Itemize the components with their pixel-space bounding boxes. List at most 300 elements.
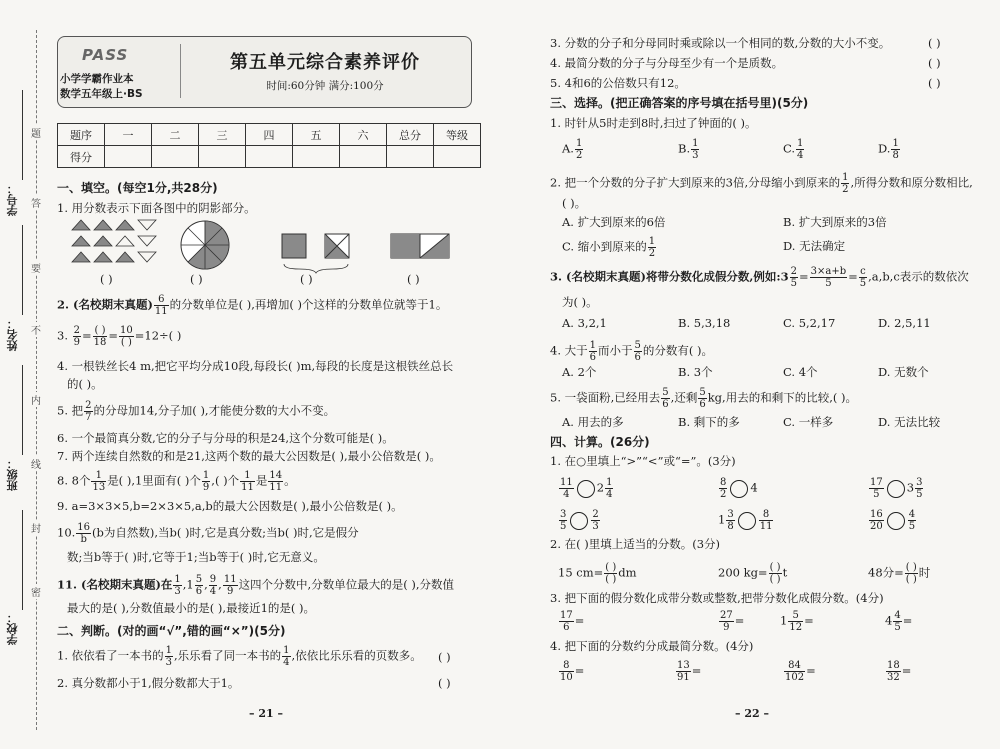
numerator: 3 <box>560 509 567 520</box>
choice-option[interactable] <box>678 138 700 161</box>
choice-2 <box>550 172 973 195</box>
choice-option[interactable]: D. 无法比较 <box>878 415 941 429</box>
denominator: 91 <box>677 672 690 683</box>
denominator: 4 <box>283 657 290 668</box>
fraction[interactable] <box>93 325 108 348</box>
denominator: 8 <box>892 150 899 161</box>
table-cell: 四 <box>246 124 293 146</box>
choice-3-line2: 为( )。 <box>562 295 598 309</box>
book-series: 小学学霸作业本 <box>60 73 134 85</box>
score-cell[interactable] <box>387 146 434 168</box>
equals: = <box>82 328 92 343</box>
denominator: 3 <box>174 586 181 597</box>
compare-item <box>868 477 924 500</box>
choice-option[interactable]: A. 3,2,1 <box>562 316 607 330</box>
question-text: =12÷( ) <box>134 328 182 343</box>
option-label: B. <box>678 141 691 156</box>
denominator: 102 <box>785 672 805 683</box>
question-2 <box>57 294 447 317</box>
numerator: 1 <box>575 138 583 149</box>
denominator: 6 <box>195 586 203 597</box>
denominator: 9 <box>202 482 210 493</box>
answer-fraction[interactable] <box>604 562 617 585</box>
book-info <box>60 72 143 102</box>
question-11: 11. (名校期末真题)在 $\frac{1}{3}$ ,1 $\frac{5}{6}$ , $\frac{9}{4}$ , $\frac{11}{9}$ 这四个分数中,分数单位最大的是( ),分数值 <box>57 574 455 597</box>
fraction[interactable] <box>119 325 134 348</box>
fraction <box>268 470 283 493</box>
fraction <box>726 509 734 532</box>
denominator: ( ) <box>769 574 781 585</box>
answer-blank[interactable]: ( ) <box>300 272 313 286</box>
equals: = <box>574 663 585 678</box>
fraction <box>559 660 574 683</box>
choice-option[interactable]: A. 扩大到原来的6倍 <box>562 215 666 229</box>
choice-option[interactable]: C. 4个 <box>783 365 818 379</box>
fraction <box>209 574 217 597</box>
question-text: 而小于 <box>598 343 633 358</box>
choice-option[interactable] <box>783 138 805 161</box>
numerator: 9 <box>209 574 217 585</box>
unit-convert-item <box>718 562 787 585</box>
equals: = <box>574 613 585 628</box>
answer-blank[interactable]: ( ) <box>190 272 203 286</box>
choice-option[interactable]: B. 5,3,18 <box>678 316 731 330</box>
denominator: 6 <box>563 622 570 633</box>
numerator: 1 <box>283 645 290 656</box>
fraction <box>84 400 92 423</box>
school-label: 学校： <box>6 612 19 645</box>
gutter-char: 不 <box>31 322 41 337</box>
fraction <box>154 294 169 317</box>
denominator: 10 <box>560 672 573 683</box>
compare-item <box>718 509 774 532</box>
fraction <box>240 470 255 493</box>
section-3-heading: 三、选择。(把正确答案的序号填在括号里)(5分) <box>550 96 809 110</box>
numerator: 3 <box>727 509 734 520</box>
numerator: 16 <box>870 509 883 520</box>
gutter-char: 封 <box>31 520 41 535</box>
denominator: 20 <box>870 521 883 532</box>
numerator: 8 <box>559 660 574 672</box>
numerator: 16 <box>77 522 91 533</box>
convert-item[interactable] <box>885 610 912 633</box>
denominator: 5 <box>825 278 832 289</box>
question-9: 9. a=3×3×5,b=2×3×5,a,b的最大公因数是( ),最小公倍数是( )。 <box>57 499 403 513</box>
denominator: 5 <box>894 622 901 633</box>
fraction <box>91 470 106 493</box>
question-11-line2: 最大的是( ),分数值最小的是( ),最接近1的是( )。 <box>67 601 316 615</box>
denominator: 11 <box>154 306 168 317</box>
gutter-char: 题 <box>31 125 41 140</box>
equals: = <box>799 269 809 284</box>
judge-5: 5. 4和6的公倍数只有12。 <box>550 76 686 90</box>
answer-fraction[interactable] <box>905 562 918 585</box>
equals: = <box>108 328 119 343</box>
fraction <box>195 574 203 597</box>
choice-option[interactable]: C. 一样多 <box>783 415 834 429</box>
choice-5 <box>550 387 857 410</box>
reduce-item[interactable] <box>558 660 584 683</box>
judge-1 <box>57 645 422 668</box>
question-text: 15 cm= <box>558 565 604 580</box>
numerator: 2 <box>592 509 599 520</box>
denominator: 5 <box>859 278 867 289</box>
fraction <box>559 509 567 532</box>
equals: = <box>691 663 702 678</box>
unit: t <box>782 565 788 580</box>
score-cell[interactable] <box>152 146 199 168</box>
question-text: 10. <box>57 525 76 540</box>
numerator: 17 <box>560 610 573 621</box>
question-text: 的分母加14,分子加( ),才能使分数的大小不变。 <box>93 403 336 418</box>
fraction <box>589 340 597 363</box>
right-page <box>500 0 1000 749</box>
denominator: 11 <box>241 482 254 493</box>
denominator: 6 <box>662 399 669 410</box>
numerator: 8 <box>759 509 774 521</box>
denominator: 13 <box>92 482 106 493</box>
choice-option[interactable]: C. 5,2,17 <box>783 316 836 330</box>
question-text: ,所得分数和原分数相比, <box>850 175 973 190</box>
unit-convert-item <box>558 562 637 585</box>
choice-option[interactable]: A. 用去的多 <box>562 415 624 429</box>
numerator: 1 <box>648 236 656 247</box>
score-table-header-row <box>58 124 481 146</box>
question-text: ,还剩 <box>670 390 698 405</box>
convert-item[interactable] <box>718 610 744 633</box>
denominator: b <box>80 534 87 545</box>
gutter-char: 密 <box>31 584 41 599</box>
numerator: 1 <box>842 172 849 183</box>
denominator: ( ) <box>905 574 917 585</box>
question-text: ,依依比乐乐看的页数多。 <box>291 648 422 663</box>
calc-1: 1. 在○里填上“>”“<”或“=”。(3分) <box>550 454 736 468</box>
fraction <box>676 660 691 683</box>
answer-paren[interactable]: ( ) <box>438 650 451 664</box>
fraction <box>719 477 727 500</box>
numerator: 1 <box>589 340 597 351</box>
fraction <box>591 509 599 532</box>
denominator: 4 <box>209 586 217 597</box>
student-id-line <box>22 90 23 180</box>
choice-option[interactable]: A. 2个 <box>562 365 597 379</box>
fraction <box>76 522 91 545</box>
denominator: 4 <box>563 489 570 500</box>
answer-blank[interactable]: ( ) <box>100 272 113 286</box>
answer-paren[interactable]: ( ) <box>928 76 941 90</box>
denominator: 9 <box>227 586 234 597</box>
numerator: ( ) <box>605 562 617 573</box>
question-8 <box>57 470 296 493</box>
numerator: 27 <box>720 610 733 621</box>
question-text: 5. 把 <box>57 403 84 418</box>
fraction <box>869 509 884 532</box>
fraction <box>841 172 849 195</box>
numerator: 84 <box>784 660 805 672</box>
question-text: 8. 8个 <box>57 473 91 488</box>
fraction <box>891 138 899 161</box>
denominator: 11 <box>759 521 773 532</box>
squares-figure <box>281 233 356 273</box>
compare-item <box>558 509 601 532</box>
fraction <box>559 477 574 500</box>
numerator: 4 <box>908 509 916 520</box>
unit: dm <box>618 565 637 580</box>
question-text: 3. (名校期末真题)将带分数化成假分数,例如:3 <box>550 269 789 284</box>
denominator: 4 <box>797 150 804 161</box>
score-table <box>57 123 481 168</box>
question-text: (b为自然数),当b( )时,它是真分数;当b( )时,它是假分 <box>92 525 359 540</box>
compare-value: 4 <box>750 480 758 495</box>
equals: = <box>901 663 912 678</box>
fraction <box>223 574 238 597</box>
question-text: 这四个分数中,分数单位最大的是( ),分数值 <box>238 577 455 592</box>
choice-option[interactable]: D. 无法确定 <box>783 239 846 253</box>
compare-item <box>718 477 758 500</box>
fraction <box>796 138 804 161</box>
gutter-char: 内 <box>31 392 41 407</box>
table-cell: 等级 <box>434 124 481 146</box>
numerator: 2 <box>790 266 798 277</box>
numerator: 1 <box>91 470 106 482</box>
score-cell[interactable] <box>246 146 293 168</box>
judge-2: 2. 真分数都小于1,假分数都大于1。 <box>57 676 240 690</box>
numerator: 8 <box>720 477 727 488</box>
equals: = <box>734 613 745 628</box>
whole-number: 3 <box>906 480 915 495</box>
numerator: 1 <box>692 138 699 149</box>
fraction <box>173 574 181 597</box>
fraction <box>784 660 805 683</box>
fraction <box>719 610 734 633</box>
fraction <box>790 266 798 289</box>
section-2-heading: 二、判断。(对的画“√”,错的画“×”)(5分) <box>57 624 286 638</box>
numerator: 18 <box>887 660 900 671</box>
denominator: 2 <box>720 489 727 500</box>
choice-option[interactable] <box>562 236 657 259</box>
choice-option[interactable]: B. 剩下的多 <box>678 415 740 429</box>
question-5 <box>57 400 335 423</box>
table-cell: 五 <box>293 124 340 146</box>
school-line <box>22 510 23 610</box>
whole-number: 1 <box>718 512 726 527</box>
question-text: 。 <box>284 473 296 488</box>
numerator: 5 <box>788 610 803 622</box>
denominator: 8 <box>727 521 734 532</box>
question-text: 2. (名校期末真题) <box>57 297 153 312</box>
compare-circle[interactable] <box>887 512 905 530</box>
fraction <box>908 509 916 532</box>
section-1-heading: 一、填空。(每空1分,共28分) <box>57 181 218 195</box>
answer-paren[interactable]: ( ) <box>928 36 941 50</box>
denominator: ( ) <box>605 574 617 585</box>
compare-circle[interactable] <box>570 512 588 530</box>
judge-3: 3. 分数的分子和分母同时乘或除以一个相同的数,分数的大小不变。 <box>550 36 891 50</box>
equals: = <box>848 269 858 284</box>
whole-number: 1 <box>780 613 788 628</box>
table-cell: 一 <box>105 124 152 146</box>
reduce-item[interactable] <box>675 660 701 683</box>
denominator: 6 <box>589 352 597 363</box>
numerator: 1 <box>202 470 210 481</box>
fraction <box>788 610 803 633</box>
fraction <box>810 266 847 289</box>
option-label: C. <box>783 141 796 156</box>
numerator: 11 <box>223 574 237 585</box>
answer-paren[interactable]: ( ) <box>438 676 451 690</box>
table-cell: 得分 <box>58 146 105 168</box>
fraction <box>165 645 173 668</box>
denominator: 6 <box>634 352 641 363</box>
denominator: 5 <box>873 489 880 500</box>
compare-circle[interactable] <box>738 512 756 530</box>
denominator: 2 <box>842 184 849 195</box>
choice-option[interactable] <box>878 138 901 161</box>
numerator: 10 <box>120 325 133 336</box>
page-number: – 21 – <box>249 707 283 720</box>
choice-1: 1. 时针从5时走到8时,扫过了钟面的( )。 <box>550 116 757 130</box>
compare-circle[interactable] <box>887 480 905 498</box>
choice-3 <box>550 266 969 289</box>
numerator: 4 <box>894 610 901 621</box>
section-4-heading: 四、计算。(26分) <box>550 435 650 449</box>
fraction <box>202 470 210 493</box>
numerator: 1 <box>240 470 255 482</box>
fraction <box>661 387 669 410</box>
denominator: 7 <box>85 412 92 423</box>
denominator: 3 <box>165 657 173 668</box>
table-cell: 题序 <box>58 124 105 146</box>
table-cell: 三 <box>199 124 246 146</box>
name-line <box>22 225 23 315</box>
name-label: 姓名： <box>6 318 19 351</box>
numerator: 11 <box>560 477 573 488</box>
compare-circle[interactable] <box>730 480 748 498</box>
question-3 <box>57 325 181 348</box>
numerator: 2 <box>73 325 81 336</box>
judge-4: 4. 最简分数的分子与分母至少有一个是质数。 <box>550 56 784 70</box>
numerator: ( ) <box>769 562 781 573</box>
question-text: 1. 依依看了一本书的 <box>57 648 164 663</box>
denominator: 18 <box>93 337 107 348</box>
denominator: 11 <box>269 482 283 493</box>
pass-logo: PASS <box>82 46 129 64</box>
choice-option[interactable]: B. 3个 <box>678 365 713 379</box>
option-label: D. <box>878 141 891 156</box>
class-line <box>22 365 23 455</box>
numerator: ( ) <box>905 562 917 573</box>
numerator: 1 <box>174 574 181 585</box>
denominator: 5 <box>916 489 923 500</box>
numerator: 3×a+b <box>810 266 847 277</box>
question-text: 的分数有( )。 <box>642 343 714 358</box>
fraction <box>559 610 574 633</box>
fraction <box>282 645 290 668</box>
question-4-line1: 4. 一根铁丝长4 m,把它平均分成10段,每段长( )m,每段的长度是这根铁丝总长 <box>57 359 454 373</box>
denominator: 3 <box>592 521 599 532</box>
denominator: 9 <box>723 622 730 633</box>
equals: = <box>902 613 913 628</box>
numerator: ( ) <box>94 325 106 336</box>
denominator: 3 <box>692 150 699 161</box>
numerator: 2 <box>85 400 92 411</box>
score-cell[interactable] <box>340 146 387 168</box>
compare-item <box>558 477 614 500</box>
score-cell[interactable] <box>293 146 340 168</box>
rectangle-figure <box>390 233 452 261</box>
fraction <box>575 138 583 161</box>
exam-meta: 时间:60分钟 满分:100分 <box>266 80 384 92</box>
answer-paren[interactable]: ( ) <box>928 56 941 70</box>
fraction <box>634 340 642 363</box>
question-text: ,a,b,c表示的数依次 <box>868 269 969 284</box>
reduce-item[interactable] <box>783 660 816 683</box>
convert-item[interactable] <box>558 610 584 633</box>
numerator: 5 <box>662 387 669 398</box>
denominator: 5 <box>908 521 916 532</box>
fraction <box>915 477 923 500</box>
denominator: 2 <box>648 248 656 259</box>
option-label: C. 缩小到原来的 <box>562 239 647 254</box>
numerator: c <box>860 266 866 277</box>
answer-fraction[interactable] <box>769 562 782 585</box>
convert-item[interactable] <box>780 610 814 633</box>
option-label: A. <box>562 141 574 156</box>
choice-option[interactable]: B. 扩大到原来的3倍 <box>783 215 887 229</box>
question-text: 是 <box>255 473 268 488</box>
fraction <box>648 236 656 259</box>
score-table-score-row <box>58 146 481 168</box>
choice-option[interactable] <box>562 138 584 161</box>
table-cell: 六 <box>340 124 387 146</box>
score-cell[interactable] <box>199 146 246 168</box>
fraction <box>73 325 81 348</box>
compare-circle[interactable] <box>577 480 595 498</box>
calc-2: 2. 在( )里填上适当的分数。(3分) <box>550 537 721 551</box>
numerator: 1 <box>606 477 613 488</box>
question-6: 6. 一个最简真分数,它的分子与分母的积是24,这个分数可能是( )。 <box>57 431 394 445</box>
numerator: 1 <box>892 138 899 149</box>
choice-option[interactable]: D. 无数个 <box>878 365 929 379</box>
question-text: ,乐乐看了同一本书的 <box>174 648 282 663</box>
triangles-figure <box>70 218 160 270</box>
numerator: 6 <box>154 294 169 306</box>
choice-option[interactable]: D. 2,5,11 <box>878 316 931 330</box>
question-text: 是( ),1里面有( )个 <box>107 473 201 488</box>
question-text: 200 kg= <box>718 565 768 580</box>
numerator: 5 <box>634 340 641 351</box>
denominator: 9 <box>73 337 81 348</box>
answer-blank[interactable]: ( ) <box>407 272 420 286</box>
equals: = <box>804 613 814 628</box>
binding-gutter <box>0 0 45 749</box>
score-cell[interactable] <box>105 146 152 168</box>
denominator: ( ) <box>120 337 132 348</box>
denominator: 2 <box>575 150 583 161</box>
question-text: 5. 一袋面粉,已经用去 <box>550 390 661 405</box>
class-label: 班级： <box>6 458 19 491</box>
reduce-item[interactable] <box>885 660 911 683</box>
pie-figure <box>180 220 230 270</box>
equals: = <box>806 663 816 678</box>
score-cell[interactable] <box>434 146 481 168</box>
gutter-char: 要 <box>31 260 41 275</box>
question-text: 11. (名校期末真题)在 <box>57 577 173 592</box>
gutter-char: 线 <box>31 456 41 471</box>
calc-4: 4. 把下面的分数约分成最简分数。(4分) <box>550 639 754 653</box>
denominator: 5 <box>790 278 798 289</box>
fraction <box>691 138 699 161</box>
